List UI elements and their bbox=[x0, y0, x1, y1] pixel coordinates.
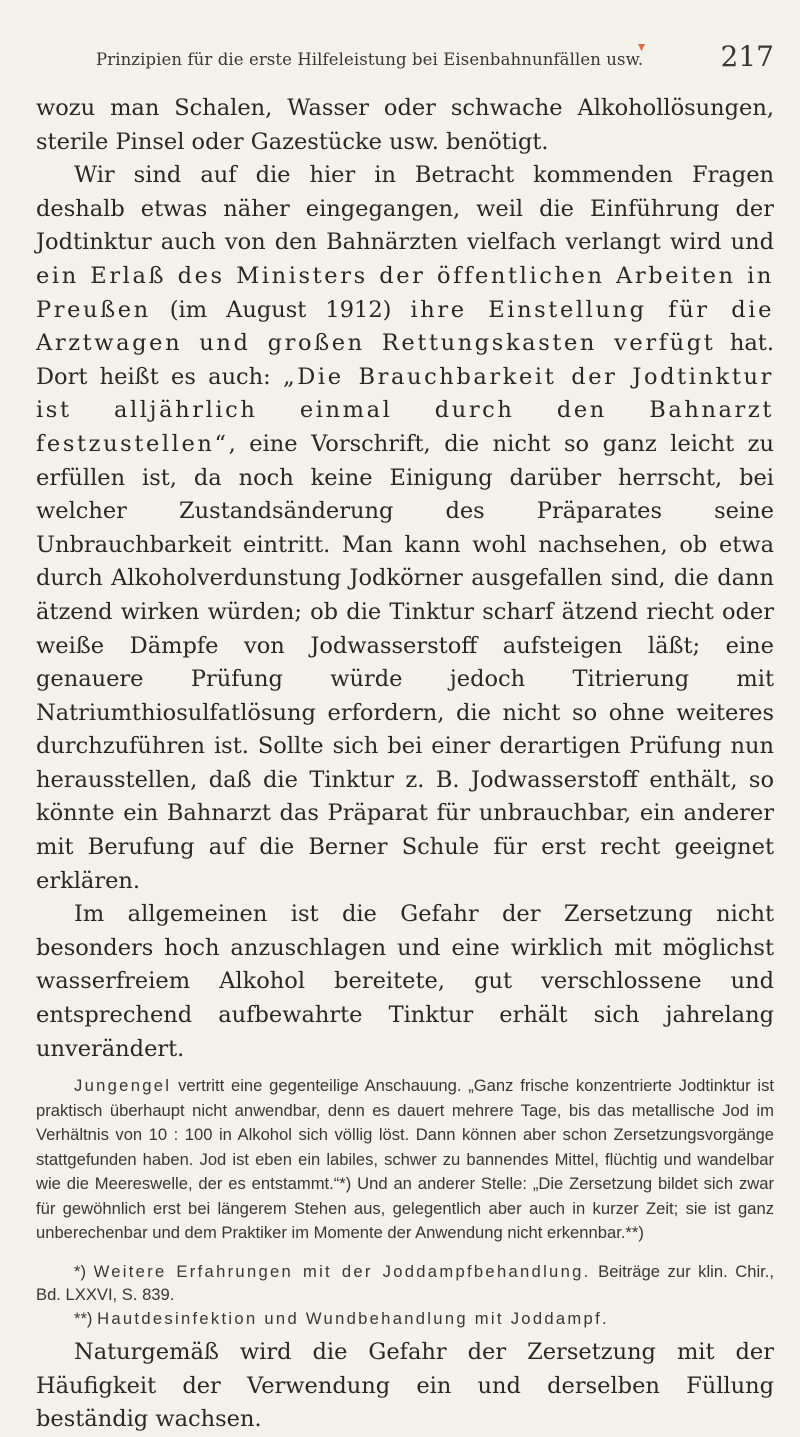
running-title: Prinzipien für die erste Hilfeleistung bei Eisenbahnunfällen usw. bbox=[96, 50, 644, 69]
p2-part-a: Wir sind auf die hier in Betracht kommenden Fragen deshalb etwas näher eingegangen, weil die Einführung der Jodtinktur auch von den Bahnärzten vielfach verlangt wird und bbox=[36, 162, 774, 256]
emphasis-quote: „Die Brauchbarkeit der Jodtinktur ist alljährlich einmal durch den Bahnarzt festzustellen“ bbox=[36, 363, 774, 457]
p2-part-g: , eine Vorschrift, die nicht so ganz leicht zu erfüllen ist, da noch keine Einigung darüber herrscht, bei welcher Zustandsänderung des Präparates seine Unbrauchbarkeit eintritt. Man kann wohl nachsehen, ob etwa durch Alkoholverdunstung Jodkörner ausgefallen sind, die dann ätzend wirken würden; ob die Tinktur scharf ätzend riecht oder weiße Dämpfe von Jodwasserstoff aufsteigen läßt; eine genauere Prüfung würde jedoch Titrierung mit Natriumthiosulfatlösung erfordern, die nicht so ohne weiteres durchzuführen ist. Sollte sich bei einer derartigen Prüfung nun herausstellen, daß die Tinktur z. B. Jodwasserstoff enthält, so könnte ein Bahnarzt das Präparat für unbrauchbar, ein anderer mit Berufung auf die Berner Schule für erst recht geeignet erklären. bbox=[36, 430, 774, 894]
footnote-1-mark: *) bbox=[74, 1261, 94, 1281]
paragraph-naturgemaess: Naturgemäß wird die Gefahr der Zersetzung mit der Häufigkeit der Verwendung ein und derselben Füllung beständig wachsen. bbox=[36, 1339, 774, 1433]
footnote-1-rest: Beiträge zur klin. Chir., Bd. LXXVI, S. 839. bbox=[36, 1261, 775, 1305]
paragraph-jodtinktur bbox=[36, 159, 774, 898]
footnote-2 bbox=[36, 1307, 774, 1331]
paragraph-allgemeinen: Im allgemeinen ist die Gefahr der Zersetzung nicht besonders hoch anzuschlagen und eine wirklich mit möglichst wasserfreiem Alkohol bereitete, gut verschlossene und entsprechend aufbewahrte Tinktur erhält sich jahrelang unverändert. bbox=[36, 901, 774, 1062]
emphasis-erlass: ein Erlaß des Ministers der öffentlichen Arbeiten in Preußen bbox=[36, 262, 774, 323]
main-text bbox=[36, 92, 774, 1437]
paragraph-jungengel bbox=[36, 1074, 774, 1246]
author-name: Jungengel bbox=[74, 1076, 172, 1096]
footnote-1 bbox=[36, 1260, 774, 1307]
footnote-2-mark: **) bbox=[74, 1308, 98, 1328]
paragraph-continuation: wozu man Schalen, Wasser oder schwache Alkohollösungen, sterile Pinsel oder Gazestücke usw. benötigt. bbox=[36, 95, 774, 155]
jungengel-text: vertritt eine gegenteilige Anschauung. „Ganz frische konzentrierte Jodtinktur ist praktisch überhaupt nicht anwendbar, denn es dauert mehrere Tage, bis das metallische Jod im Verhältnis von 10 : 100 in Alkohol sich völlig löst. Dann können aber schon Zersetzungsvorgänge stattgefunden haben. Jod ist eben ein labiles, schwer zu bannendes Mittel, flüchtig und wandelbar wie die Meereswelle, der es entstammt.“*) Und an anderer Stelle: „Die Zersetzung bildet sich zwar für gewöhnlich erst bei längerem Stehen aus, gelegentlich aber auch in kurzer Zeit; sie ist ganz unberechenbar und dem Praktiker im Momente der Anwendung nicht erkennbar.**) bbox=[36, 1076, 774, 1243]
p2-part-e: hat. Dort heißt es auch: bbox=[36, 330, 774, 390]
p2-part-c: (im August 1912) bbox=[150, 296, 411, 323]
emphasis-einstellung: ihre Einstellung für die Arztwagen und großen Rettungskasten verfügt bbox=[36, 296, 774, 357]
page-number: 217 bbox=[720, 40, 774, 73]
footnotes bbox=[36, 1260, 774, 1331]
footnote-2-title: Hautdesinfektion und Wundbehandlung mit Joddampf. bbox=[97, 1308, 609, 1328]
small-print-block bbox=[36, 1074, 774, 1246]
closing-block bbox=[36, 1336, 774, 1437]
footnote-1-title: Weitere Erfahrungen mit der Joddampfbehandlung. bbox=[93, 1261, 591, 1281]
page-header bbox=[36, 38, 774, 78]
document-page bbox=[36, 0, 775, 1433]
